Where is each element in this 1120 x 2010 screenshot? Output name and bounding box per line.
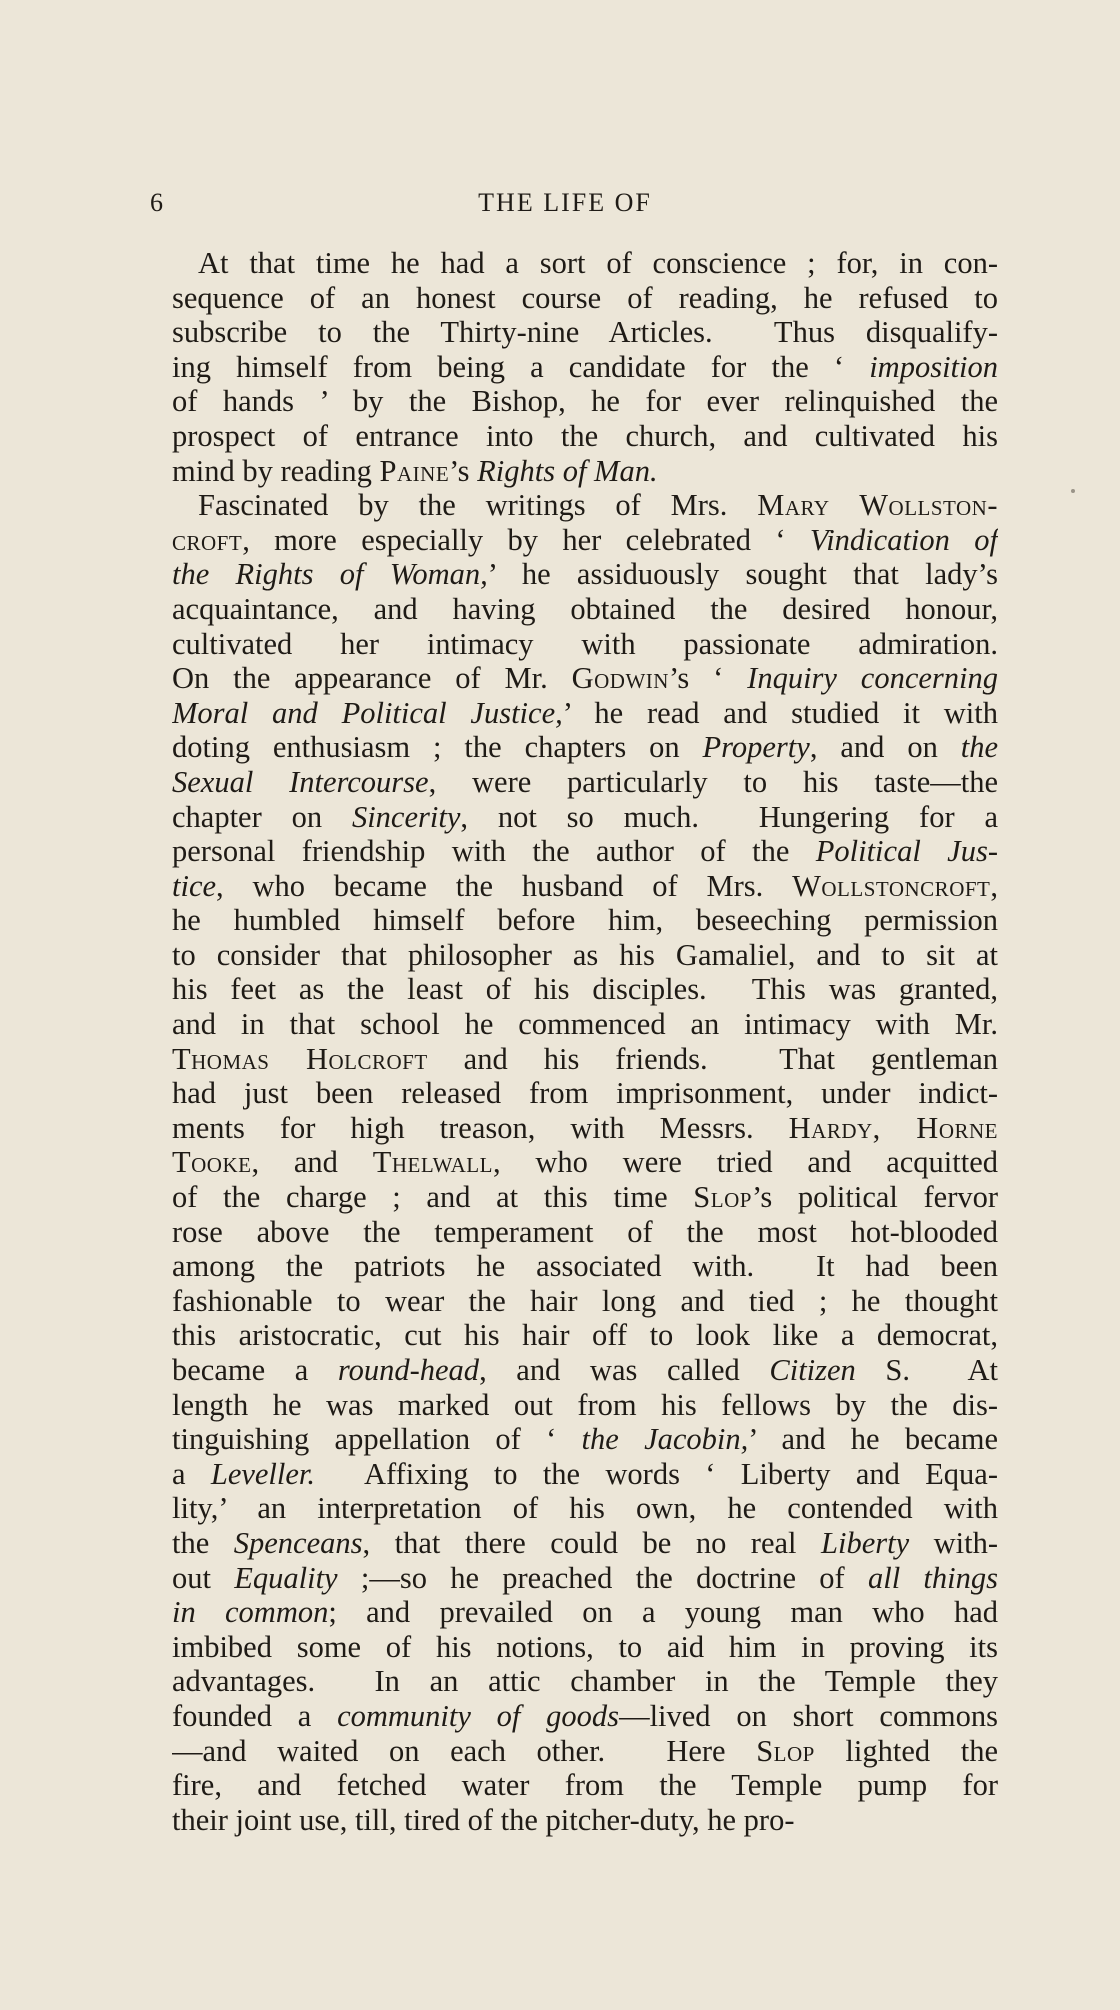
text-line xyxy=(172,1664,998,1699)
paper-speck xyxy=(1071,489,1075,493)
italic-text: Liberty xyxy=(821,1525,910,1560)
text-line xyxy=(172,1422,998,1457)
text-segment: had just been released from imprisonment, under indict- xyxy=(172,1076,998,1111)
text-line xyxy=(172,1180,998,1215)
text-line xyxy=(172,1249,998,1284)
page-number: 6 xyxy=(150,188,165,217)
italic-text: the xyxy=(960,730,998,765)
text-segment: became a xyxy=(172,1353,338,1387)
text-segment: cultivated her intimacy with passionate admiration. xyxy=(172,626,998,661)
text-segment: out xyxy=(172,1560,235,1595)
text-line xyxy=(172,661,998,696)
italic-text: all things xyxy=(867,1560,998,1595)
text-line xyxy=(172,384,998,419)
text-segment: ; and prevailed on a young man who had xyxy=(328,1595,998,1630)
small-caps-name: Tooke xyxy=(172,1145,252,1180)
small-caps-name: Mary Wollston- xyxy=(757,488,998,523)
text-line xyxy=(172,1284,998,1319)
text-segment: doting enthusiasm ; the chapters on xyxy=(172,730,703,765)
italic-text: community of goods xyxy=(337,1698,620,1733)
text-line xyxy=(172,627,998,662)
small-caps-name: Godwin xyxy=(571,661,669,696)
running-title: THE LIFE OF xyxy=(478,188,652,217)
text-segment: Fascinated by the writings of Mrs. xyxy=(198,488,758,523)
italic-text: Vindication of xyxy=(809,522,998,557)
text-line xyxy=(172,523,998,558)
italic-text: Property xyxy=(702,730,810,765)
text-line xyxy=(172,938,998,973)
text-segment: rose above the temperament of the most hot-blooded xyxy=(172,1214,998,1249)
text-segment: of the charge ; and at this time xyxy=(172,1180,694,1215)
text-segment: advantages. In an attic chamber in the Temple they xyxy=(172,1664,998,1699)
text-line xyxy=(172,1318,998,1353)
text-segment: sequence of an honest course of reading, he refused to xyxy=(172,280,998,315)
text-segment: tinguishing appellation of ‘ xyxy=(172,1422,582,1457)
text-segment: ’ he read and studied it with xyxy=(562,695,998,730)
text-segment: At that time he had a sort of conscience ; for, in con- xyxy=(198,246,998,280)
italic-text: the Jacobin, xyxy=(581,1422,749,1457)
text-line xyxy=(172,1388,998,1423)
italic-text: Sexual Intercourse xyxy=(172,764,429,799)
italic-text: Moral and Political Justice, xyxy=(172,695,563,730)
text-segment: , who were tried and acquitted xyxy=(492,1145,998,1180)
small-caps-name: Paine xyxy=(379,453,450,488)
text-segment: fire, and fetched water from the Temple pump for xyxy=(172,1768,998,1803)
italic-text: imposition xyxy=(869,349,998,384)
text-segment: ;—so he preached the doctrine of xyxy=(337,1560,868,1595)
text-segment: to consider that philosopher as his Gamaliel, and to sit at xyxy=(172,937,998,972)
text-segment: he humbled himself before him, beseeching permission xyxy=(172,903,998,938)
text-line xyxy=(172,350,998,385)
italic-text: in common xyxy=(172,1595,329,1630)
text-segment: the xyxy=(172,1525,234,1560)
italic-text: Sincerity xyxy=(351,799,461,834)
text-line xyxy=(172,1526,998,1561)
text-segment: , and on xyxy=(809,730,961,765)
text-line xyxy=(172,1768,998,1803)
text-segment: among the patriots he associated with. It had been xyxy=(172,1249,998,1284)
text-line xyxy=(172,765,998,800)
text-segment: their joint use, till, tired of the pitcher-duty, he pro- xyxy=(172,1802,795,1837)
text-segment: chapter on xyxy=(172,799,352,834)
text-segment: mind by reading xyxy=(172,453,380,488)
text-segment: with- xyxy=(909,1525,998,1560)
text-segment: ’s political fervor xyxy=(751,1180,998,1215)
text-segment: length he was marked out from his fellows by the dis- xyxy=(172,1387,998,1422)
italic-text: round-head xyxy=(337,1353,480,1387)
text-segment: lighted the xyxy=(814,1733,998,1768)
text-segment: On the appearance of Mr. xyxy=(172,661,572,696)
italic-text: Spenceans xyxy=(233,1525,363,1560)
text-line xyxy=(172,419,998,454)
italic-text: Political Jus- xyxy=(815,834,998,869)
italic-text: Citizen xyxy=(769,1353,856,1387)
text-line xyxy=(172,1111,998,1146)
italic-text: Inquiry concerning xyxy=(747,661,998,696)
text-segment: , were particularly to his taste—the xyxy=(428,764,998,799)
text-line xyxy=(172,972,998,1007)
text-segment: ’ and he became xyxy=(748,1422,998,1457)
text-segment: , xyxy=(990,868,998,903)
text-segment: a xyxy=(172,1456,211,1491)
small-caps-name: Slop xyxy=(756,1733,815,1768)
text-segment: —lived on short commons xyxy=(619,1698,998,1733)
text-segment: , not so much. Hungering for a xyxy=(460,799,998,834)
text-segment: this aristocratic, cut his hair off to look like a democrat, xyxy=(172,1318,998,1353)
text-line xyxy=(172,592,998,627)
text-line xyxy=(172,557,998,592)
text-line xyxy=(172,281,998,316)
text-segment: , and was called xyxy=(479,1353,770,1387)
text-segment: ing himself from being a candidate for the ‘ xyxy=(172,349,870,384)
small-caps-name: Wollstoncroft xyxy=(792,868,991,903)
text-line xyxy=(172,903,998,938)
text-segment: ments for high treason, with Messrs. xyxy=(172,1110,789,1145)
text-segment: imbibed some of his notions, to aid him in proving its xyxy=(172,1629,998,1664)
italic-text: Equality xyxy=(234,1560,338,1595)
text-line xyxy=(172,730,998,765)
text-line xyxy=(172,1595,998,1630)
text-segment: , more especially by her celebrated ‘ xyxy=(242,522,810,557)
text-line xyxy=(172,1007,998,1042)
italic-text: Rights of Man. xyxy=(477,453,658,488)
running-head xyxy=(150,188,980,224)
small-caps-name: croft xyxy=(172,522,243,557)
text-segment: Affixing to the words ‘ Liberty and Equa- xyxy=(315,1456,998,1491)
text-segment: S. At xyxy=(855,1353,998,1387)
text-line xyxy=(172,834,998,869)
text-line xyxy=(172,1457,998,1492)
text-segment: ’ he assiduously sought that lady’s xyxy=(487,557,998,592)
text-segment: , that there could be no real xyxy=(362,1525,822,1560)
text-line xyxy=(172,1145,998,1180)
text-segment: his feet as the least of his disciples. This was granted, xyxy=(172,972,998,1007)
text-line xyxy=(172,1699,998,1734)
body-text xyxy=(172,246,998,1837)
text-segment: —and waited on each other. Here xyxy=(172,1733,757,1768)
text-segment: ’s ‘ xyxy=(668,661,748,696)
text-segment: personal friendship with the author of the xyxy=(172,834,816,869)
text-line xyxy=(172,488,998,523)
small-caps-name: Hardy, Horne xyxy=(788,1110,998,1145)
text-line xyxy=(172,246,998,281)
small-caps-name: Thelwall xyxy=(372,1145,493,1180)
italic-text: the Rights of Woman, xyxy=(172,557,488,592)
text-segment: of hands ’ by the Bishop, he for ever relinquished the xyxy=(172,384,998,419)
italic-text: Leveller. xyxy=(210,1456,316,1491)
text-line xyxy=(172,1353,998,1388)
text-line xyxy=(172,1491,998,1526)
text-line xyxy=(172,696,998,731)
text-segment: lity,’ an interpretation of his own, he contended with xyxy=(172,1491,998,1526)
text-line xyxy=(172,1734,998,1769)
text-line xyxy=(172,1042,998,1077)
text-line xyxy=(172,454,998,489)
text-segment: acquaintance, and having obtained the desired honour, xyxy=(172,591,998,626)
text-segment: ’s xyxy=(449,453,478,488)
text-segment: and in that school he commenced an intimacy with Mr. xyxy=(172,1007,998,1042)
text-line xyxy=(172,315,998,350)
text-segment: and his friends. That gentleman xyxy=(427,1041,998,1076)
text-line xyxy=(172,800,998,835)
text-line xyxy=(172,1076,998,1111)
text-segment: , and xyxy=(251,1145,373,1180)
text-line xyxy=(172,869,998,904)
text-segment: prospect of entrance into the church, and cultivated his xyxy=(172,418,998,453)
text-segment: fashionable to wear the hair long and tied ; he thought xyxy=(172,1283,998,1318)
small-caps-name: Slop xyxy=(693,1180,752,1215)
text-segment: subscribe to the Thirty-nine Articles. Thus disqualify- xyxy=(172,315,998,350)
text-segment: , who became the husband of Mrs. xyxy=(216,868,793,903)
small-caps-name: Thomas Holcroft xyxy=(172,1041,428,1076)
italic-text: tice xyxy=(172,868,217,903)
text-segment: founded a xyxy=(172,1698,338,1733)
text-line xyxy=(172,1630,998,1665)
text-line xyxy=(172,1803,998,1838)
text-line xyxy=(172,1215,998,1250)
text-line xyxy=(172,1561,998,1596)
